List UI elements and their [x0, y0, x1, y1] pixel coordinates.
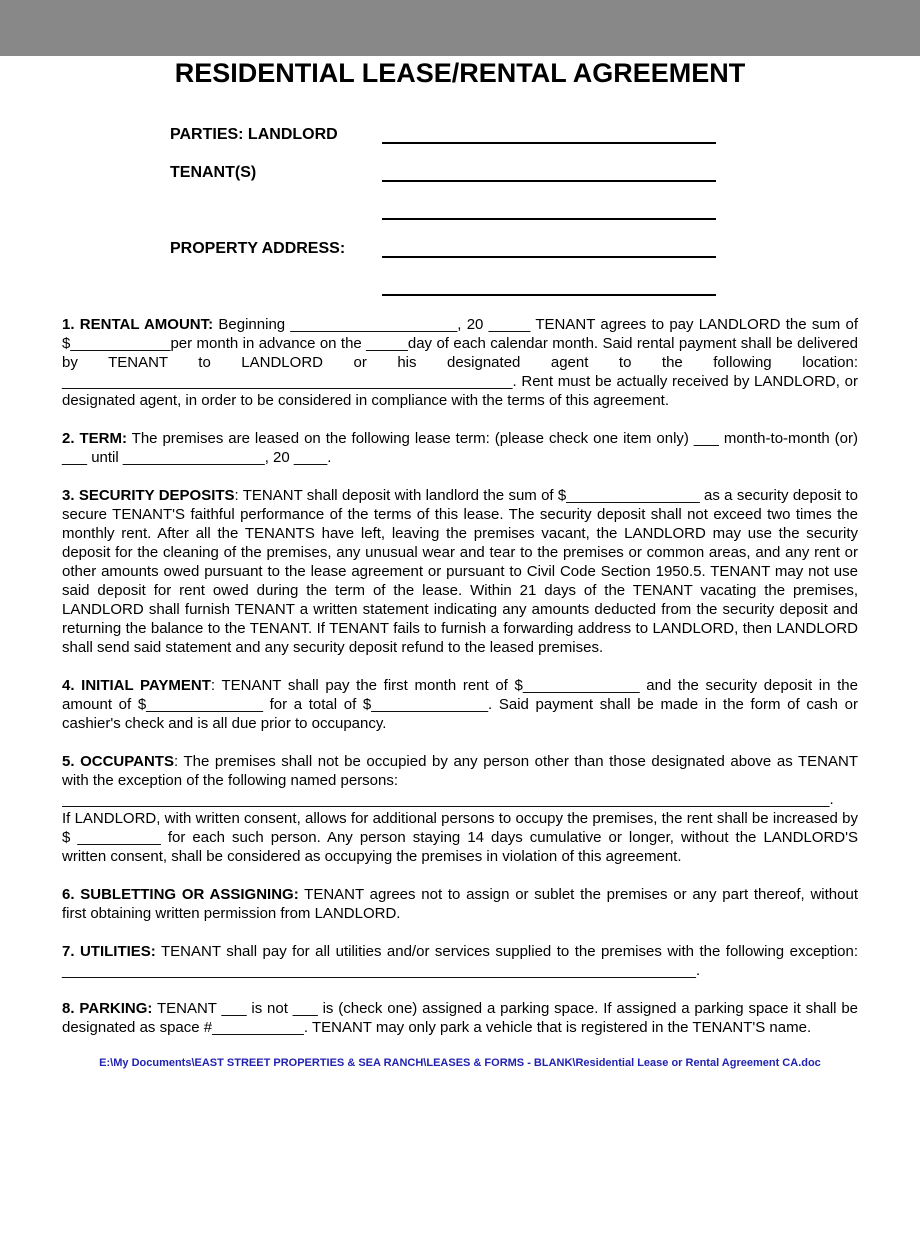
section-5-heading: 5. OCCUPANTS	[62, 753, 174, 770]
section-3-heading: 3. SECURITY DEPOSITS	[62, 487, 235, 504]
named-persons-blank-line[interactable]: ____________________________________________________________________________________________.	[62, 791, 834, 808]
section-1-body: Beginning ____________________, 20 _____ TENANT agrees to pay LANDLORD the sum of $____________per month in advance on the _____day of each calendar month. Said rental payment shall be delivered by TENANT to LANDLORD or his designated agent to the following location: ______________________________________________________. Rent must be actually received by LANDLORD, or designated agent, in order to be considered in compliance with the terms of this agreement.	[62, 316, 859, 409]
property-address-row-1	[170, 220, 858, 258]
section-2-heading: 2. TERM:	[62, 430, 127, 447]
section-5-body: : The premises shall not be occupied by any person other than those designated above as TENANT with the exception of the following named persons:	[62, 753, 858, 789]
document-body	[62, 315, 858, 1037]
section-7-heading: 7. UTILITIES:	[62, 943, 156, 960]
tenant-row-1	[170, 144, 858, 182]
section-4-initial-payment	[62, 676, 858, 733]
section-2-body: The premises are leased on the following lease term: (please check one item only) ___ month-to-month (or) ___ until _________________, 20 ____.	[62, 430, 859, 466]
tenant-row-2	[170, 182, 858, 220]
tenant-name-line-1[interactable]	[382, 180, 716, 182]
section-8-heading: 8. PARKING:	[62, 1000, 153, 1017]
property-address-label: PROPERTY ADDRESS:	[170, 240, 346, 257]
section-3-body: : TENANT shall deposit with landlord the sum of $________________ as a security deposit to secure TENANT'S faithful performance of the terms of this lease. The security deposit shall not exceed two times the monthly rent. After all the TENANTS have left, leaving the premises vacant, the LANDLORD may use the security deposit for the cleaning of the premises, any unusual wear and tear to the premises or common areas, and any rent or other amounts owed pursuant to the lease agreement or pursuant to Civil Code Section 1950.5. TENANT may not use said deposit for rent owed during the term of the lease. Within 21 days of the TENANT vacating the premises, LANDLORD shall furnish TENANT a written statement indicating any amounts deducted from the security deposit and returning the balance to the TENANT. If TENANT fails to furnish a forwarding address to LANDLORD, then LANDLORD shall send said statement and any security deposit refund to the leased premises.	[62, 487, 858, 656]
section-7-body: TENANT shall pay for all utilities and/or services supplied to the premises with the following exception: ____________________________________________________________________________.	[62, 943, 858, 979]
tenants-label: TENANT(S)	[170, 164, 257, 181]
section-2-term	[62, 429, 858, 467]
section-8-parking	[62, 999, 858, 1037]
tenant-name-line-2[interactable]	[382, 218, 716, 220]
section-7-utilities	[62, 942, 858, 980]
section-6-subletting	[62, 885, 858, 923]
property-address-line-1[interactable]	[382, 256, 716, 258]
section-6-body: TENANT agrees not to assign or sublet the premises or any part thereof, without first obtaining written permission from LANDLORD.	[62, 886, 859, 922]
section-4-body: : TENANT shall pay the first month rent of $______________ and the security deposit in the amount of $______________ for a total of $______________. Said payment shall be made in the form of cash or cashier's check and is all due prior to occupancy.	[62, 677, 858, 732]
section-4-heading: 4. INITIAL PAYMENT	[62, 677, 211, 694]
section-5-occupants	[62, 752, 858, 866]
section-1-rental-amount	[62, 315, 858, 410]
section-5-body-after: If LANDLORD, with written consent, allows for additional persons to occupy the premises, the rent shall be increased by $ __________ for each such person. Any person staying 14 days cumulative or longer, without the LANDLORD'S written consent, shall be considered as occupying the premises in violation of this agreement.	[62, 810, 858, 865]
section-8-body: TENANT ___ is not ___ is (check one) assigned a parking space. If assigned a parking space it shall be designated as space #___________. TENANT may only park a vehicle that is registered in the TENANT'S name.	[62, 1000, 859, 1036]
parties-block	[170, 106, 858, 296]
section-6-heading: 6. SUBLETTING OR ASSIGNING:	[62, 886, 299, 903]
parties-landlord-label: PARTIES: LANDLORD	[170, 126, 338, 143]
property-address-row-2	[170, 258, 858, 296]
landlord-row	[170, 106, 858, 144]
document-page	[0, 56, 920, 1241]
landlord-name-line[interactable]	[382, 142, 716, 144]
section-3-security-deposits	[62, 486, 858, 657]
page-title: RESIDENTIAL LEASE/RENTAL AGREEMENT	[174, 58, 746, 88]
property-address-line-2[interactable]	[382, 294, 716, 296]
section-1-heading: 1. RENTAL AMOUNT:	[62, 316, 214, 333]
file-path-footer: E:\My Documents\EAST STREET PROPERTIES & SEA RANCH\LEASES & FORMS - BLANK\Residential Lease or Rental Agreement CA.doc	[99, 1057, 821, 1069]
